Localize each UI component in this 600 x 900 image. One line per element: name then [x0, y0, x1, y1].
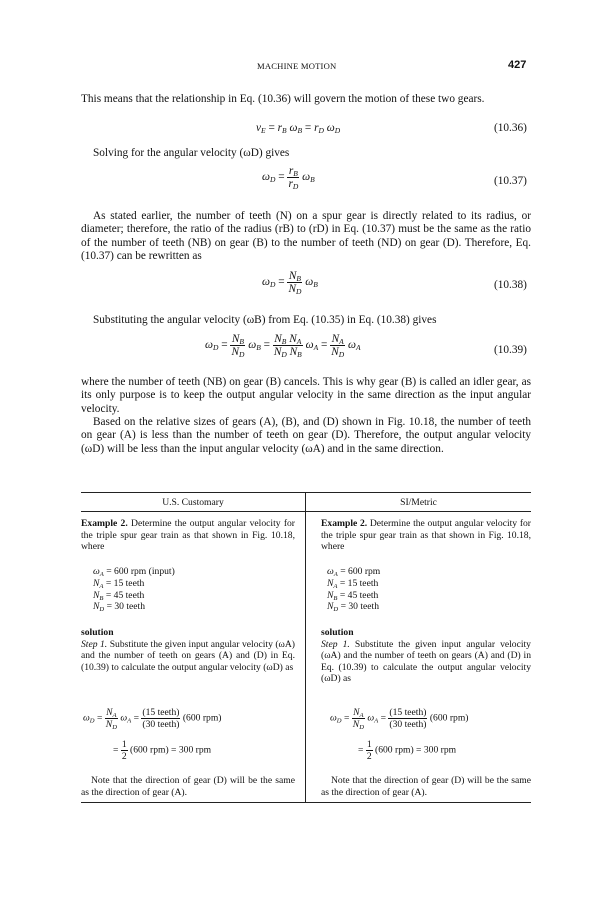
given-n-b: = 45 teeth: [339, 589, 379, 601]
rpm-value: (600 rpm): [182, 712, 222, 724]
column-heading-si: SI/Metric: [400, 497, 437, 508]
given-n-b: = 45 teeth: [105, 589, 145, 601]
half-num: 1: [121, 739, 127, 750]
column-divider: [305, 492, 306, 802]
box-bottom-rule: [81, 802, 531, 803]
running-header: MACHINE MOTION: [257, 61, 337, 71]
paragraph-5: where the number of teeth (NB) on gear (B) cancels. This is why gear (B) is called an idler gear, as its only purpose is to keep the output angular velocity in the same direction as the input angular velocity.: [81, 376, 531, 415]
example-label: Example 2.: [81, 518, 128, 529]
note-text: Note that the direction of gear (D) will be the same as the direction of gear (A).: [81, 775, 295, 798]
column-heading-us: U.S. Customary: [162, 497, 224, 508]
paragraph-6: Based on the relative sizes of gears (A), (B), and (D) shown in Fig. 10.18, the number of teeth on gear (A) is less than the number of teeth on gear (D). Therefore, the output angular velocity (ωD) will be less than the input angular velocity (ωA) and in the same direction.: [81, 416, 531, 455]
equation-10-38: $\omega_D$ = $\frac{N_B}{N_D}$ $\omega_B$: [262, 270, 318, 296]
paragraph-4: Substituting the angular velocity (ωB) from Eq. (10.35) in Eq. (10.38) gives: [93, 314, 437, 326]
page-number: 427: [508, 59, 527, 71]
step-label: Step 1.: [81, 638, 108, 650]
paragraph-2: Solving for the angular velocity (ωD) gives: [93, 147, 290, 159]
teeth-d: (30 teeth): [389, 719, 427, 730]
given-n-a: = 15 teeth: [339, 577, 379, 589]
example-2-si: [321, 518, 531, 553]
givens-us: $\omega_A = 600$ rpm (input) $N_A = 15$ teeth $N_B = 45$ teeth $N_D = 30$ teeth: [93, 566, 175, 614]
calc-line-1-si: $\omega_D$ = $\frac{N_A}{N_D}$ $\omega_A$ = $\frac{\text{(15 teeth)}}{\text{(30 teeth)}}$ (600 rpm): [330, 707, 469, 731]
example-label: Example 2.: [321, 518, 368, 529]
calc-line-2-us: = $\frac{1}{2}$ (600 rpm) = 300 rpm: [113, 739, 212, 762]
given-n-a: = 15 teeth: [105, 577, 145, 589]
note-text: Note that the direction of gear (D) will be the same as the direction of gear (A).: [321, 775, 531, 798]
calc-line-2-si: = $\frac{1}{2}$ (600 rpm) = 300 rpm: [358, 739, 457, 762]
calc-line-1-us: $\omega_D$ = $\frac{N_A}{N_D}$ $\omega_A$ = $\frac{\text{(15 teeth)}}{\text{(30 teeth)}}$ (600 rpm): [83, 707, 222, 731]
step-text: Substitute the given input angular velocity (ωA) and the number of teeth on gears (A) and (D) in Eq. (10.39) to calculate the output angular velocity (ωD) as: [81, 638, 295, 673]
rpm-value: (600 rpm): [429, 712, 469, 724]
equation-10-37: $\omega_D$ = $\frac{r_B}{r_D}$ $\omega_B$: [262, 165, 315, 191]
result-value: (600 rpm) = 300 rpm: [375, 744, 457, 756]
equation-number: (10.39): [494, 344, 527, 356]
given-omega-a: = 600 rpm (input): [106, 566, 175, 577]
half-num: 1: [366, 739, 372, 750]
equation-number: (10.36): [494, 122, 527, 134]
equation-number: (10.38): [494, 279, 527, 291]
half-den: 2: [366, 751, 372, 762]
solution-us: [81, 627, 295, 673]
example-text: Determine the output angular velocity for the triple spur gear train as that shown in Fig. 10.18, where: [321, 518, 532, 553]
solution-si: [321, 627, 531, 685]
box-heading-rule: [81, 511, 531, 512]
step-text: Substitute the given input angular velocity (ωA) and the number of teeth on gears (A) and (D) in Eq. (10.39) to calculate the output angular velocity (ωD) as: [321, 638, 531, 685]
givens-si: $\omega_A = 600$ rpm $N_A = 15$ teeth $N_B = 45$ teeth $N_D = 30$ teeth: [327, 566, 381, 614]
solution-label: solution: [81, 627, 114, 638]
example-text: Determine the output angular velocity for the triple spur gear train as that shown in Fig. 10.18, where: [81, 518, 295, 553]
paragraph-3: As stated earlier, the number of teeth (N) on a spur gear is directly related to its radius, or diameter; therefore, the ratio of the radius (rB) to (rD) in Eq. (10.37) must be the same as the ratio of the number of teeth (NB) on gear (B) to the number of teeth (ND) on gear (D). Therefore, Eq. (10.37) can be rewritten as: [81, 210, 531, 263]
note-us: [81, 775, 295, 798]
step-label: Step 1.: [321, 638, 350, 650]
note-si: [321, 775, 531, 798]
given-n-d: = 30 teeth: [106, 601, 146, 613]
given-omega-a: = 600 rpm: [340, 566, 381, 577]
teeth-a: (15 teeth): [142, 707, 180, 718]
teeth-a: (15 teeth): [389, 707, 427, 718]
result-value: (600 rpm) = 300 rpm: [130, 744, 212, 756]
half-den: 2: [121, 751, 127, 762]
solution-label: solution: [321, 627, 354, 638]
equation-number: (10.37): [494, 175, 527, 187]
example-2-us: [81, 518, 295, 553]
given-n-d: = 30 teeth: [340, 601, 380, 613]
paragraph-1: This means that the relationship in Eq. (10.36) will govern the motion of these two gears.: [81, 93, 485, 105]
equation-10-39: $\omega_D$ = $\frac{N_B}{N_D}$ $\omega_B$ = $\frac{N_B N_A}{N_D N_B}$ $\omega_A$ = $\frac{N_A}{N_D}$ $\omega_A$: [205, 333, 361, 359]
equation-10-36: $v_E = r_B$ $\omega_B = r_D$ $\omega_D$: [256, 122, 341, 135]
box-top-rule: [81, 492, 531, 493]
teeth-d: (30 teeth): [142, 719, 180, 730]
